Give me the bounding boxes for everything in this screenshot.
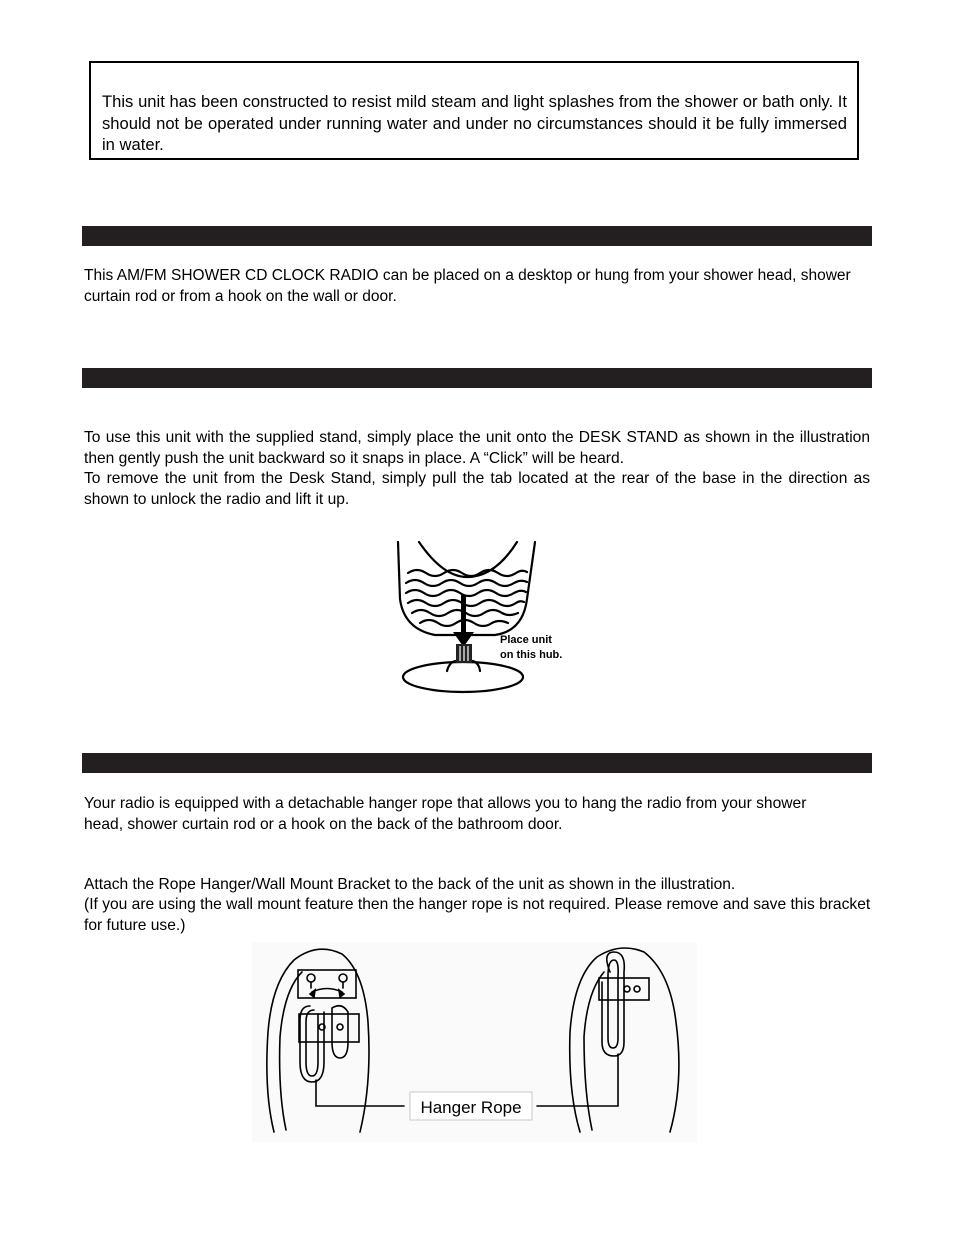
section-header-bar-hanging [82,753,872,773]
hanging-paragraph-3: (If you are using the wall mount feature then the hanger rope is not required. Please remove and save this bracket for future use.) [84,896,871,934]
desk-stand-label-line-1: Place unit [500,634,552,646]
desk-stand-paragraph-1: To use this unit with the supplied stand, simply place the unit onto the DESK STAND as shown in the illustration then gently push the unit backward so it snaps in place. A “Click” will be heard. [84,429,870,467]
hanging-paragraph-1: Your radio is equipped with a detachable hanger rope that allows you to hang the radio from your shower head, shower curtain rod or a hook on the back of the bathroom door. [84,795,807,833]
desk-stand-paragraph-2: To remove the unit from the Desk Stand, simply pull the tab located at the rear of the base in the direction as shown to unlock the radio and lift it up. [84,470,870,508]
desk-stand-label-line-2: on this hub. [500,649,563,661]
hanging-paragraph-2: Attach the Rope Hanger/Wall Mount Bracket to the back of the unit as shown in the illustration. [84,876,736,893]
desk-stand-illustration [395,537,575,697]
warning-text: This unit has been constructed to resist mild steam and light splashes from the shower or bath only. It should not be operated under running water and under no circumstances should it be fully immersed in water. [102,92,847,154]
warning-box [89,61,859,160]
section-header-bar-placement [82,226,872,246]
hanger-rope-label: Hanger Rope [420,1098,522,1117]
section-header-bar-desk-stand [82,368,872,388]
hanger-rope-illustration [252,942,697,1142]
intro-paragraph: This AM/FM SHOWER CD CLOCK RADIO can be placed on a desktop or hung from your shower head, shower curtain rod or from a hook on the wall or door. [84,267,851,305]
